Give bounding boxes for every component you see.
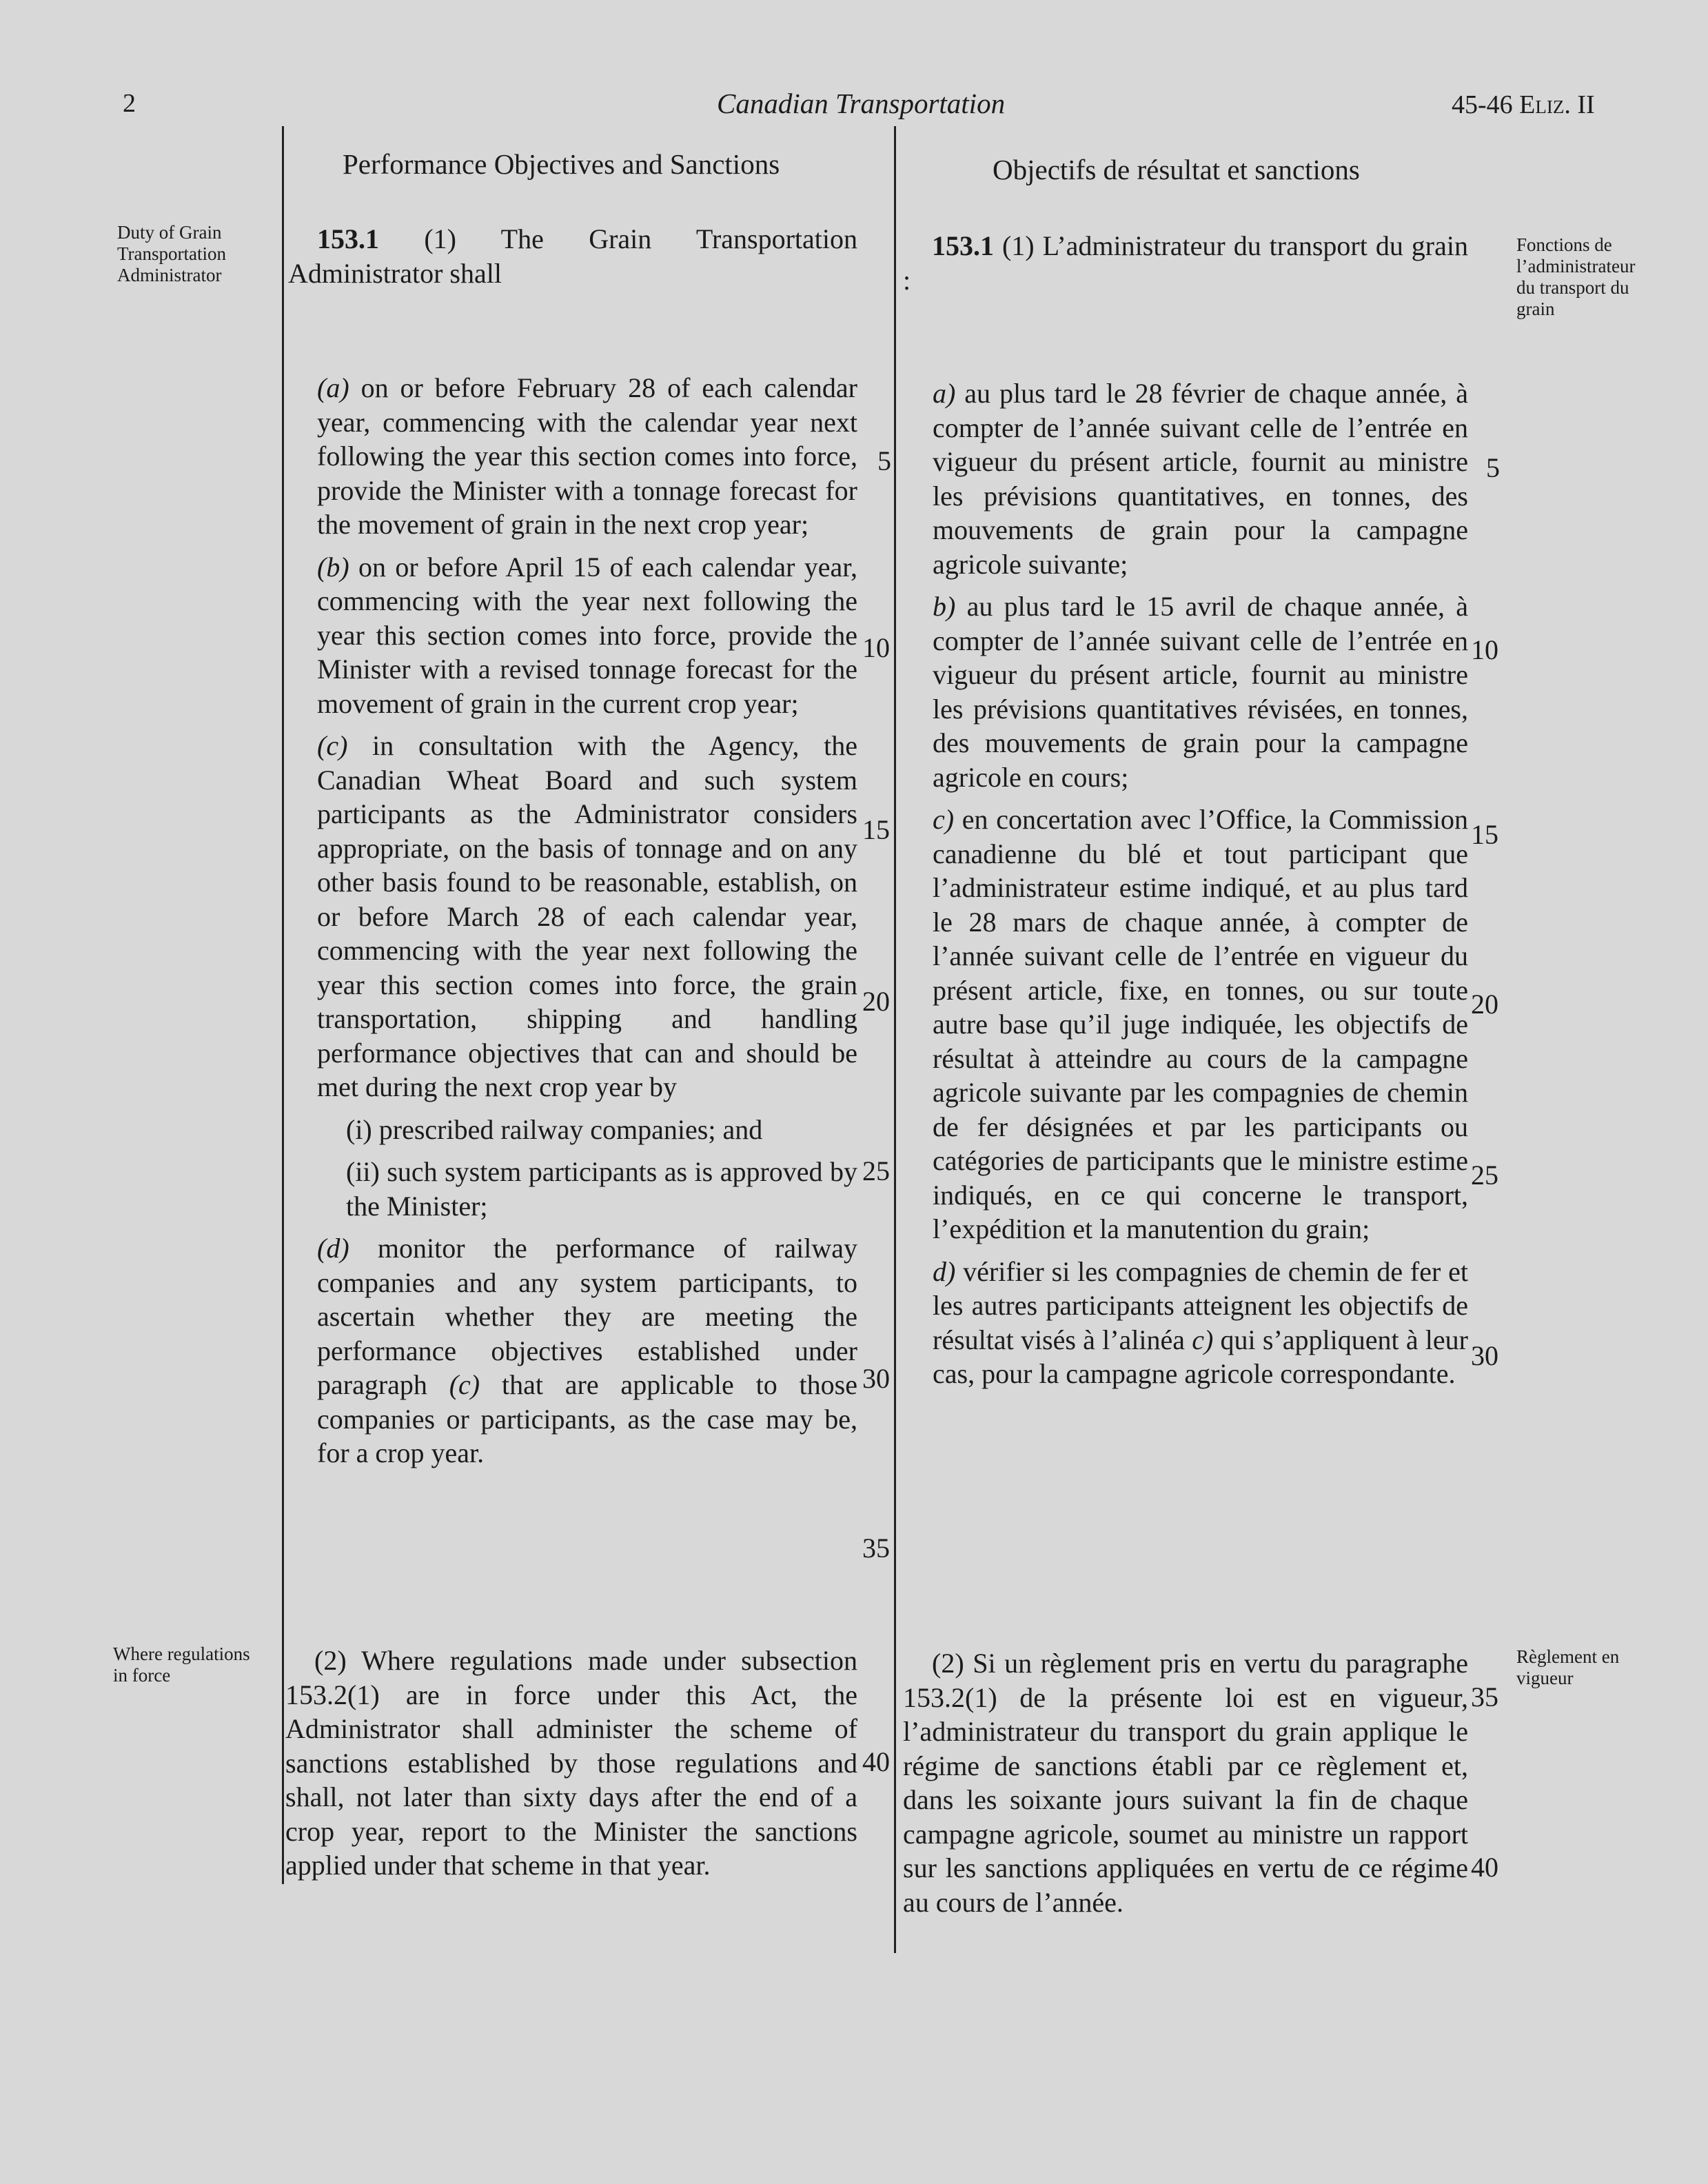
margin-note-reglement: Règlement en vigueur bbox=[1516, 1646, 1620, 1688]
para-label: (d) bbox=[317, 1233, 349, 1264]
para-label: (c) bbox=[317, 730, 348, 761]
para-label: b) bbox=[933, 591, 956, 622]
english-subsection-2-text: (2) Where regulations made under subsection 153.2(1) are in force under this Act, the Administrator shall administer the scheme of sanctions established by those regulations and shall, not later than sixty days after the end of a crop year, report to the Minister the sanctions applied under that scheme in that year. bbox=[285, 1645, 857, 1881]
english-subpara-i: (i) prescribed railway companies; and bbox=[346, 1113, 763, 1145]
french-intro-text: (1) L’administrateur du transport du grain : bbox=[903, 230, 1468, 296]
english-subsection-2 bbox=[285, 1644, 857, 1883]
regnal-year: 45-46 Eliz. II bbox=[1452, 90, 1595, 119]
french-para-d bbox=[933, 1255, 1468, 1391]
english-paragraphs bbox=[317, 371, 857, 1470]
para-label: c) bbox=[933, 804, 955, 835]
en-line-number: 5 bbox=[877, 445, 891, 476]
en-line-number: 20 bbox=[862, 986, 890, 1017]
para-text: on or before February 28 of each calendar year, commencing with the calendar year next following the year this section comes into force, provide the Minister with a tonnage forecast for the movement of grain in the next crop year; bbox=[317, 372, 857, 540]
margin-note-regulations-en: Where regulations in force bbox=[113, 1644, 250, 1686]
english-para-b bbox=[317, 550, 857, 721]
french-section-number: 153.1 bbox=[932, 230, 994, 261]
para-text: on or before April 15 of each calendar year, commencing with the year next following the year this section comes into force, provide the Minister with a revised tonnage forecast for the movement of grain in the current crop year; bbox=[317, 551, 857, 719]
para-label: d) bbox=[933, 1255, 956, 1287]
english-para-a bbox=[317, 371, 857, 542]
para-label: (b) bbox=[317, 551, 349, 583]
en-line-number: 10 bbox=[862, 632, 890, 663]
en-line-number: 25 bbox=[862, 1155, 890, 1186]
french-paragraphs bbox=[933, 376, 1468, 1391]
english-para-c bbox=[317, 729, 857, 1104]
para-text: au plus tard le 15 avril de chaque année, à compter de l’année suivant celle de l’entrée en vigueur du présent article, fournit au ministre les prévisions quantitatives révisées, en tonnes, des mouvements de grain pour la campagne agricole en cours; bbox=[933, 591, 1468, 793]
english-para-d bbox=[317, 1231, 857, 1470]
fr-line-number: 25 bbox=[1471, 1160, 1498, 1191]
english-section-number: 153.1 bbox=[317, 223, 379, 254]
french-para-c bbox=[933, 802, 1468, 1246]
en-line-number: 35 bbox=[862, 1533, 890, 1564]
french-para-b bbox=[933, 589, 1468, 794]
english-heading: Performance Objectives and Sanctions bbox=[343, 148, 780, 180]
french-para-a bbox=[933, 376, 1468, 581]
running-title: Canadian Transportation bbox=[717, 88, 1006, 119]
english-intro-text: (1) The Grain Transportation Administrator shall bbox=[288, 223, 857, 289]
center-column-rule bbox=[894, 126, 896, 1953]
para-label: a) bbox=[933, 378, 956, 409]
para-text: qui s’appliquent à leur cas, pour la campagne agricole correspondante. bbox=[933, 1324, 1468, 1389]
fr-line-number: 35 bbox=[1471, 1681, 1498, 1712]
french-heading: Objectifs de résultat et sanctions bbox=[993, 154, 1360, 185]
margin-note-duty: Duty of Grain Transportation Administrator bbox=[117, 222, 227, 285]
french-section-intro bbox=[903, 229, 1468, 297]
english-subpara-ii: (ii) such system participants as is approved by the Minister; bbox=[346, 1156, 857, 1222]
en-line-number: 15 bbox=[862, 814, 890, 845]
fr-line-number: 20 bbox=[1471, 989, 1498, 1020]
fr-line-number: 15 bbox=[1471, 819, 1498, 850]
en-line-number: 30 bbox=[862, 1363, 890, 1394]
para-text: au plus tard le 28 février de chaque année, à compter de l’année suivant celle de l’entrée en vigueur du présent article, fournit au ministre les prévisions quantitatives, en tonnes, des mouvements de grain pour la campagne agricole suivante; bbox=[933, 378, 1468, 580]
para-text: en concertation avec l’Office, la Commission canadienne du blé et tout participant que l’administrateur estime indiqué, et au plus tard le 28 mars de chaque année, à compter de l’année suivant celle de l’entrée en vigueur du présent article, fixe, en tonnes, ou sur toute autre base qu’il juge indiquée, les objectifs de résultat à atteindre au cours de la campagne agricole suivante par les compagnies de chemin de fer désignées et par les participants ou catégories de participants que le ministre estime indiqués, en ce qui concerne le transport, l’expédition et la manutention du grain; bbox=[933, 804, 1468, 1244]
fr-line-number: 5 bbox=[1486, 452, 1500, 483]
fr-line-number: 10 bbox=[1471, 634, 1498, 665]
para-text: that are applicable to those companies or participants, as the case may be, for a crop year. bbox=[317, 1369, 857, 1468]
french-subsection-2-text: (2) Si un règlement pris en vertu du paragraphe 153.2(1) de la présente loi est en vigueur, l’administrateur du transport du grain applique le régime de sanctions établi par ce règlement et, dans les soixante jours suivant la fin de chaque campagne agricole, soumet au ministre un rapport sur les sanctions appliquées en vertu de ce régime au cours de l’année. bbox=[903, 1648, 1468, 1918]
english-section-intro bbox=[288, 222, 857, 290]
para-ref: c) bbox=[1192, 1324, 1214, 1355]
left-column-rule bbox=[282, 126, 284, 1884]
para-label: (a) bbox=[317, 372, 349, 403]
para-ref: (c) bbox=[449, 1369, 480, 1400]
french-subsection-2 bbox=[903, 1646, 1468, 1919]
para-text: monitor the performance of railway companies and any system participants, to ascertain whether they are meeting the performance objectives established under paragraph bbox=[317, 1233, 857, 1400]
fr-line-number: 40 bbox=[1471, 1852, 1498, 1883]
page-number: 2 bbox=[123, 89, 136, 118]
fr-line-number: 30 bbox=[1471, 1340, 1498, 1371]
para-text: vérifier si les compagnies de chemin de fer et les autres participants atteignent les objectifs de résultat visés à l’alinéa bbox=[933, 1255, 1468, 1355]
para-text: in consultation with the Agency, the Canadian Wheat Board and such system participants as the Administrator considers appropriate, on the basis of tonnage and on any other basis found to be reasonable, establish, on or before March 28 of each calendar year, commencing with the year next following the year this section comes into force, the grain transportation, shipping and handling performance objectives that can and should be met during the next crop year by bbox=[317, 730, 857, 1102]
en-line-number: 40 bbox=[862, 1746, 890, 1777]
margin-note-fonctions: Fonctions de l’administrateur du transport du grain bbox=[1516, 234, 1636, 319]
